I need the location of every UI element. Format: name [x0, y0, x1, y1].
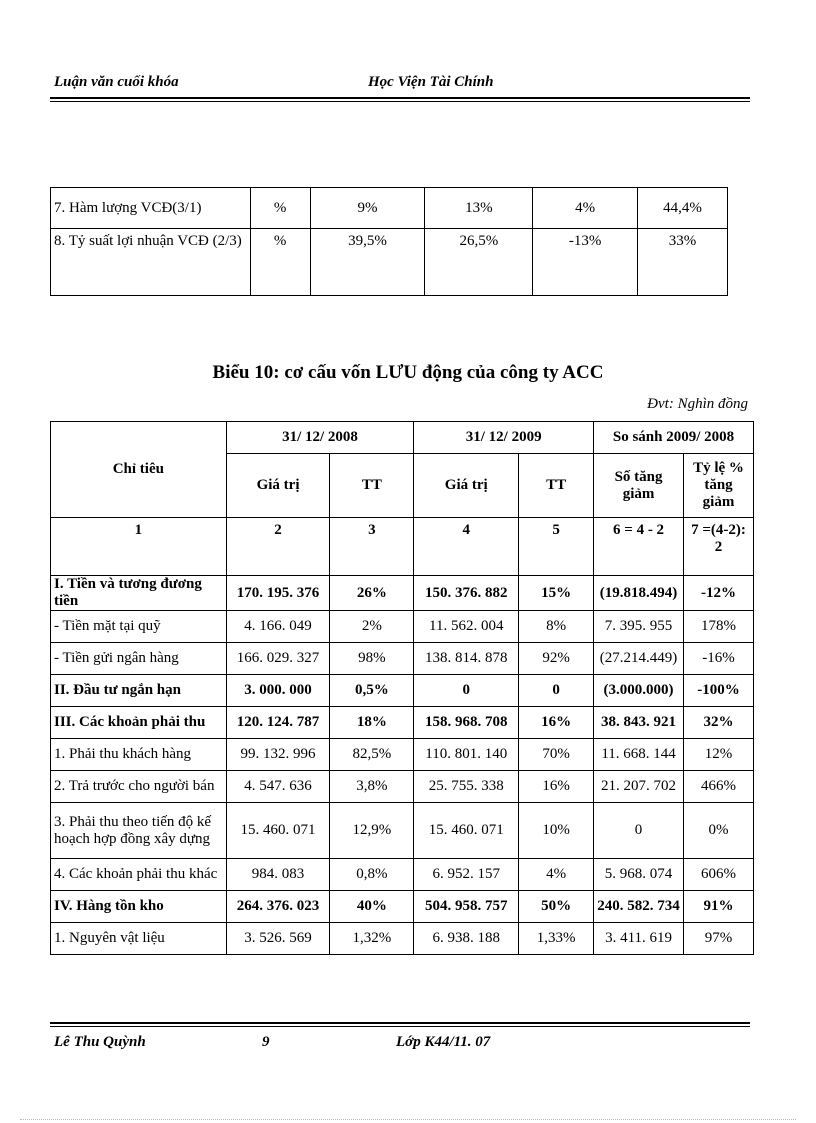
table-row	[51, 675, 754, 707]
table-row	[51, 923, 754, 955]
row-value: 21. 207. 702	[594, 771, 684, 803]
row-value: 0%	[684, 803, 754, 859]
row-value: 97%	[684, 923, 754, 955]
row-value: 178%	[684, 611, 754, 643]
row-value: 70%	[519, 739, 594, 771]
row-label: IV. Hàng tồn kho	[51, 891, 227, 923]
row-label: 2. Trả trước cho người bán	[51, 771, 227, 803]
row-value: 33%	[638, 229, 728, 296]
header-tt: TT	[519, 454, 594, 518]
row-value: 18%	[330, 707, 414, 739]
table-row	[51, 739, 754, 771]
row-value: 2%	[330, 611, 414, 643]
row-value: 82,5%	[330, 739, 414, 771]
row-value: 3. 411. 619	[594, 923, 684, 955]
row-value: 120. 124. 787	[226, 707, 330, 739]
table-row	[51, 891, 754, 923]
row-label: 3. Phải thu theo tiến độ kế hoạch hợp đồng xây dựng	[51, 803, 227, 859]
row-value: 32%	[684, 707, 754, 739]
col-number: 1	[51, 518, 227, 576]
row-label: I. Tiền và tương đương tiền	[51, 576, 227, 611]
row-value: 0	[594, 803, 684, 859]
header-tyle: Tỷ lệ % tăng giảm	[684, 454, 754, 518]
row-value: 606%	[684, 859, 754, 891]
unit-note: Đvt: Nghìn đồng	[647, 396, 748, 412]
row-value: 3. 000. 000	[226, 675, 330, 707]
row-value: 0	[519, 675, 594, 707]
row-value: -100%	[684, 675, 754, 707]
table-row	[51, 188, 728, 229]
row-value: 466%	[684, 771, 754, 803]
row-value: 8%	[519, 611, 594, 643]
row-value: 3,8%	[330, 771, 414, 803]
header-rule	[50, 97, 750, 102]
row-value: 92%	[519, 643, 594, 675]
row-value: 0,8%	[330, 859, 414, 891]
row-value: 240. 582. 734	[594, 891, 684, 923]
column-number-row	[51, 518, 754, 576]
row-label: 1. Nguyên vật liệu	[51, 923, 227, 955]
header-giatri: Giá trị	[226, 454, 330, 518]
row-value: 38. 843. 921	[594, 707, 684, 739]
header-center: Học Viện Tài Chính	[368, 74, 494, 90]
row-value: 170. 195. 376	[226, 576, 330, 611]
header-row	[51, 422, 754, 454]
row-value: 39,5%	[310, 229, 425, 296]
table-row	[51, 229, 728, 296]
row-value: -12%	[684, 576, 754, 611]
table-body	[51, 576, 754, 955]
col-number: 5	[519, 518, 594, 576]
row-value: 15. 460. 071	[226, 803, 330, 859]
row-value: 15%	[519, 576, 594, 611]
row-label: 8. Tỷ suất lợi nhuận VCĐ (2/3)	[51, 229, 251, 296]
row-value: 1,33%	[519, 923, 594, 955]
col-number: 3	[330, 518, 414, 576]
row-value: 158. 968. 708	[414, 707, 519, 739]
row-value: 91%	[684, 891, 754, 923]
row-value: 9%	[310, 188, 425, 229]
row-value: 15. 460. 071	[414, 803, 519, 859]
row-value: 12%	[684, 739, 754, 771]
row-value: 26,5%	[425, 229, 533, 296]
row-value: 11. 668. 144	[594, 739, 684, 771]
bottom-divider	[20, 1119, 796, 1120]
col-number: 7 =(4-2): 2	[684, 518, 754, 576]
header-sotang: Số tăng giảm	[594, 454, 684, 518]
row-value: 13%	[425, 188, 533, 229]
table-row	[51, 771, 754, 803]
row-label: 7. Hàm lượng VCĐ(3/1)	[51, 188, 251, 229]
footer-author: Lê Thu Quỳnh	[54, 1034, 146, 1050]
row-value: 10%	[519, 803, 594, 859]
col-number: 2	[226, 518, 330, 576]
row-value: 138. 814. 878	[414, 643, 519, 675]
row-value: 6. 938. 188	[414, 923, 519, 955]
footer-page-number: 9	[262, 1034, 270, 1050]
row-value: (3.000.000)	[594, 675, 684, 707]
row-value: 7. 395. 955	[594, 611, 684, 643]
header-2008: 31/ 12/ 2008	[226, 422, 414, 454]
row-value: 4. 166. 049	[226, 611, 330, 643]
row-unit: %	[250, 229, 310, 296]
row-value: 16%	[519, 707, 594, 739]
header-compare: So sánh 2009/ 2008	[594, 422, 754, 454]
row-value: 4. 547. 636	[226, 771, 330, 803]
row-value: 264. 376. 023	[226, 891, 330, 923]
row-label: 1. Phải thu khách hàng	[51, 739, 227, 771]
row-value: 16%	[519, 771, 594, 803]
table-row	[51, 803, 754, 859]
row-value: -16%	[684, 643, 754, 675]
table-row	[51, 859, 754, 891]
row-value: 3. 526. 569	[226, 923, 330, 955]
row-value: 99. 132. 996	[226, 739, 330, 771]
row-value: 98%	[330, 643, 414, 675]
row-value: 504. 958. 757	[414, 891, 519, 923]
table-row	[51, 643, 754, 675]
row-value: 6. 952. 157	[414, 859, 519, 891]
table-title: Biểu 10: cơ cấu vốn LƯU động của công ty ACC	[212, 362, 604, 383]
header-chitieu: Chỉ tiêu	[51, 422, 227, 518]
row-value: 0	[414, 675, 519, 707]
row-value: 166. 029. 327	[226, 643, 330, 675]
row-value: 26%	[330, 576, 414, 611]
row-value: (27.214.449)	[594, 643, 684, 675]
header-left: Luận văn cuối khóa	[54, 74, 179, 90]
row-value: 150. 376. 882	[414, 576, 519, 611]
capital-structure-table	[50, 421, 754, 955]
row-label: - Tiền mặt tại quỹ	[51, 611, 227, 643]
row-value: 40%	[330, 891, 414, 923]
row-value: 12,9%	[330, 803, 414, 859]
row-value: -13%	[533, 229, 638, 296]
row-value: 0,5%	[330, 675, 414, 707]
row-value: 50%	[519, 891, 594, 923]
header-giatri: Giá trị	[414, 454, 519, 518]
row-value: 110. 801. 140	[414, 739, 519, 771]
row-label: - Tiền gửi ngân hàng	[51, 643, 227, 675]
row-value: 11. 562. 004	[414, 611, 519, 643]
row-unit: %	[250, 188, 310, 229]
header-2009: 31/ 12/ 2009	[414, 422, 594, 454]
footer-class: Lớp K44/11. 07	[396, 1034, 491, 1050]
row-label: III. Các khoản phải thu	[51, 707, 227, 739]
header-tt: TT	[330, 454, 414, 518]
top-table	[50, 187, 728, 296]
table-row	[51, 576, 754, 611]
row-value: 5. 968. 074	[594, 859, 684, 891]
footer-rule	[50, 1022, 750, 1027]
row-value: 25. 755. 338	[414, 771, 519, 803]
row-value: (19.818.494)	[594, 576, 684, 611]
row-value: 984. 083	[226, 859, 330, 891]
table-row	[51, 707, 754, 739]
row-value: 1,32%	[330, 923, 414, 955]
table-row	[51, 611, 754, 643]
row-label: II. Đầu tư ngắn hạn	[51, 675, 227, 707]
row-value: 4%	[533, 188, 638, 229]
row-value: 4%	[519, 859, 594, 891]
row-value: 44,4%	[638, 188, 728, 229]
col-number: 4	[414, 518, 519, 576]
col-number: 6 = 4 - 2	[594, 518, 684, 576]
row-label: 4. Các khoản phải thu khác	[51, 859, 227, 891]
